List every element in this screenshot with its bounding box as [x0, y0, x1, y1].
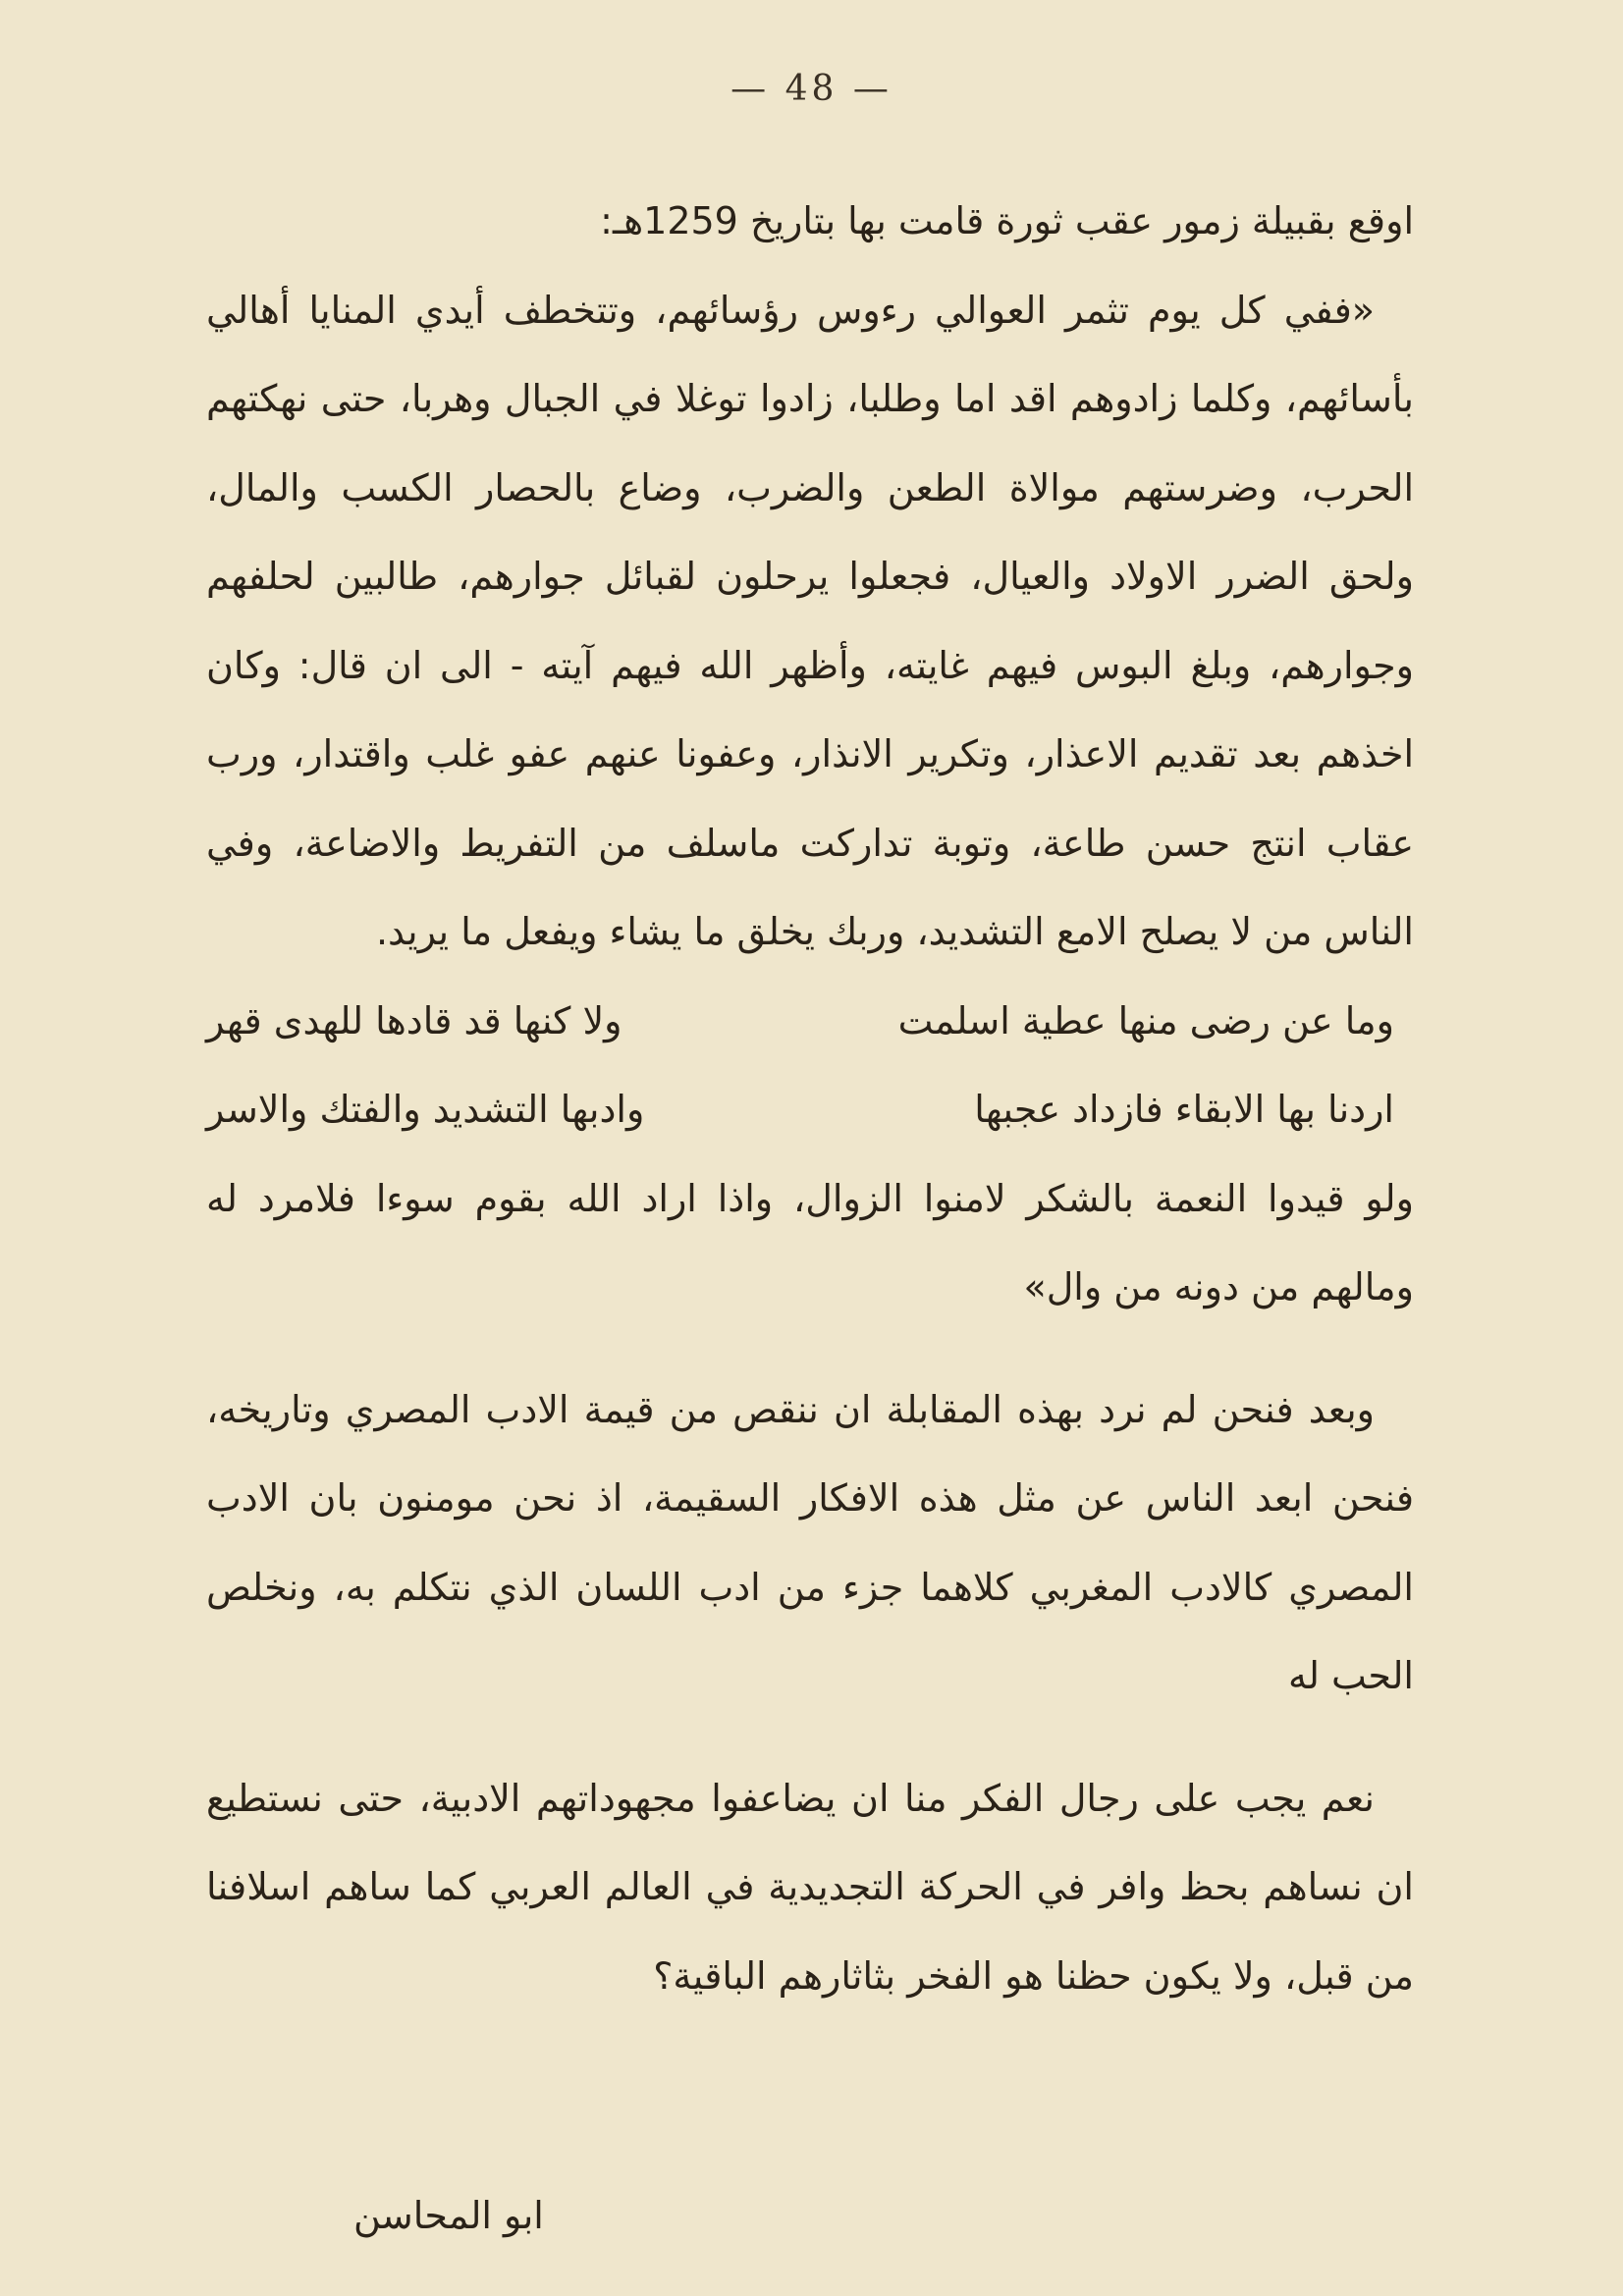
poem-verse: [206, 977, 1414, 1066]
author-signature: ابو المحاسن: [353, 2194, 544, 2237]
page-number: — 48 —: [730, 69, 893, 109]
verse-first-hemistich: وما عن رضى منها عطية اسلمت: [897, 998, 1394, 1042]
verse-first-hemistich: اردنا بها الابقاء فازداد عجبها: [974, 1088, 1394, 1131]
conclusion-paragraph: نعم يجب على رجال الفكر منا ان يضاعفوا مجهوداتهم الادبية، حتى نستطيع ان نساهم بحظ وافر في الحركة التجديدية في العالم العربي كما ساهم اسلافنا من قبل، ولا يكون حظنا هو الفخر بثاثارهم الباقية؟: [206, 1776, 1414, 1998]
quoted-letter-paragraph: «ففي كل يوم تثمر العوالي رءوس رؤسائهم، وتتخطف أيدي المنايا أهالي بأسائهم، وكلما زادوهم اقد اما وطلبا، زادوا توغلا في الجبال وهربا، حتى نهكتهم الحرب، وضرستهم موالاة الطعن والضرب، وضاع بالحصار الكسب والمال، ولحق الضرر الاولاد والعيال، فجعلوا يرحلون لقبائل جوارهم، طالبين لحلفهم وجوارهم، وبلغ البوس فيهم غايته، وأظهر الله فيهم آيته - الى ان قال: وكان اخذهم بعد تقديم الاعذار، وتكرير الانذار، وعفونا عنهم عفو غلب واقتدار، ورب عقاب انتج حسن طاعة، وتوبة تداركت ماسلف من التفريط والاضاعة، وفي الناس من لا يصلح الامع التشديد، وربك يخلق ما يشاء ويفعل ما يريد.: [206, 288, 1414, 953]
poem: [206, 977, 1414, 1154]
page-body: [206, 177, 1414, 2020]
verse-second-hemistich: وادبها التشديد والفتك والاسر: [206, 1088, 645, 1131]
intro-paragraph: اوقع بقبيلة زمور عقب ثورة قامت بها بتاريخ 1259هـ:: [600, 199, 1414, 242]
poem-verse: [206, 1065, 1414, 1154]
commentary-paragraph: وبعد فنحن لم نرد بهذه المقابلة ان ننقص من قيمة الادب المصري وتاريخه، فنحن ابعد الناس عن مثل هذه الافكار السقيمة، اذ نحن مومنون بان الادب المصري كالادب المغربي كلاهما جزء من ادب اللسان الذي نتكلم به، ونخلص الحب له: [206, 1387, 1414, 1697]
quoted-letter-closing: ولو قيدوا النعمة بالشكر لامنوا الزوال، واذا اراد الله بقوم سوءا فلامرد له ومالهم من دونه من وال»: [206, 1176, 1414, 1308]
verse-second-hemistich: ولا كنها قد قادها للهدى قهر: [206, 998, 622, 1042]
